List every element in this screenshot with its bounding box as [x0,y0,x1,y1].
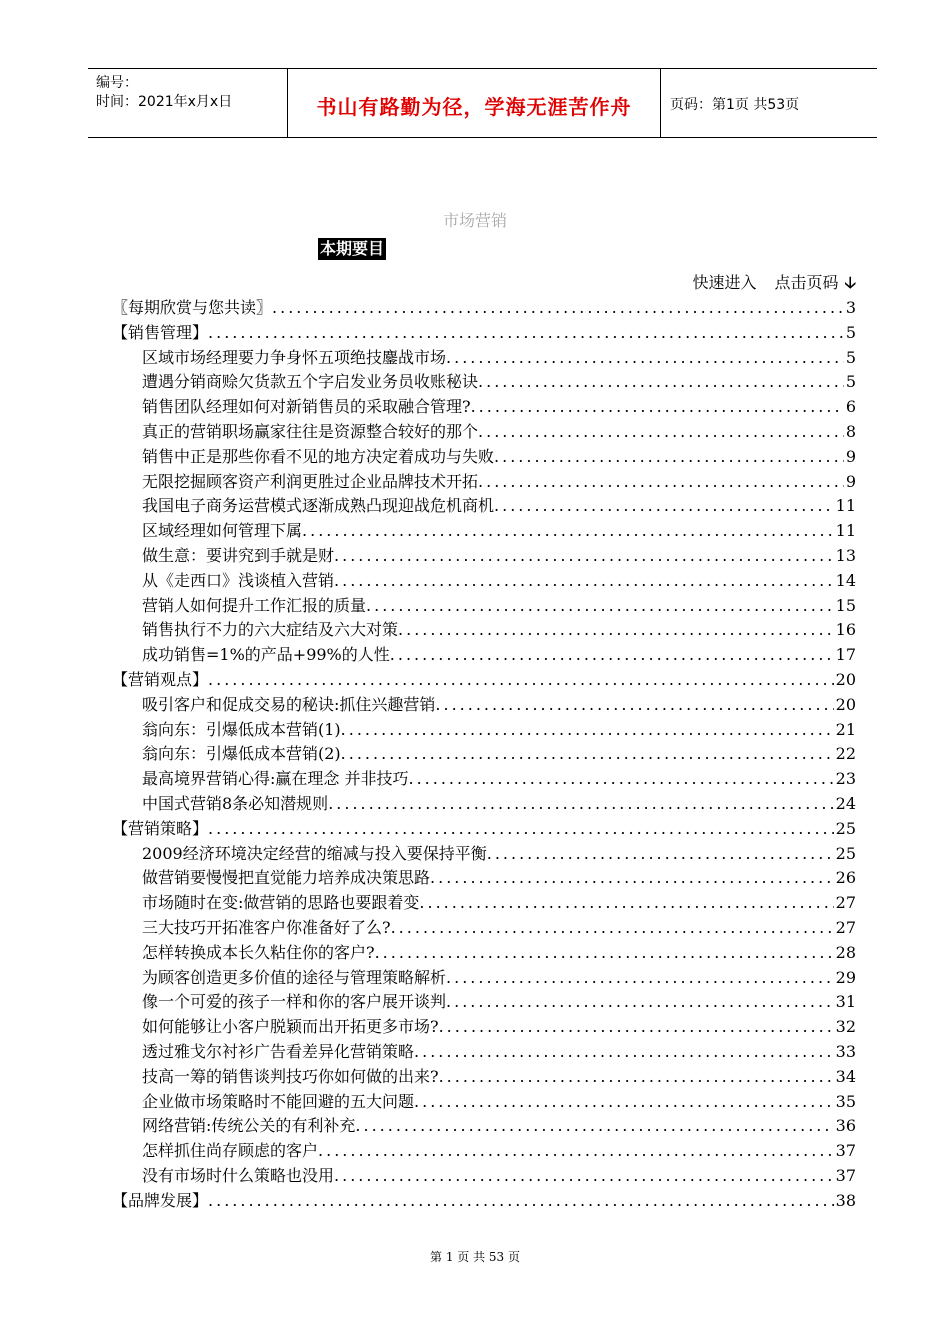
toc-entry-title: 像一个可爱的孩子一样和你的客户展开谈判 [142,992,447,1012]
dot-leader [439,1065,834,1090]
toc-section[interactable] [112,668,856,693]
toc-page-link[interactable]: 6 [845,397,856,417]
header-meta-cell [88,69,288,137]
toc-entry[interactable] [112,1139,856,1164]
dot-leader [390,643,834,668]
toc-entry[interactable] [112,519,856,544]
toc-entry[interactable] [112,544,856,569]
toc-page-link[interactable]: 9 [845,471,856,491]
toc-entry-title: 透过雅戈尔衬衫广告看差异化营销策略 [142,1041,415,1061]
toc-entry-title: 翁向东：引爆低成本营销(1) [142,719,341,739]
toc-entry-title: 做生意：要讲究到手就是财 [142,545,335,565]
dot-leader [328,792,833,817]
toc-section[interactable] [112,321,856,346]
arrow-down-icon: 🡣 [844,273,856,292]
dot-leader [334,1164,834,1189]
toc-page-link[interactable]: 5 [845,322,856,342]
toc-entry[interactable] [112,842,856,867]
table-of-contents [112,296,856,1213]
toc-entry-title: 区域市场经理要力争身怀五项绝技鏖战市场 [142,347,447,367]
toc-entry-title: 〖每期欣赏与您共读〗 [112,298,273,317]
toc-entry-title: 最高境界营销心得:赢在理念 并非技巧 [142,769,409,789]
toc-entry[interactable] [112,470,856,495]
dot-leader [478,470,844,495]
toc-entry[interactable] [112,966,856,991]
dot-leader [446,966,834,991]
dot-leader [471,395,844,420]
dot-leader [334,544,834,569]
dot-leader [408,767,833,792]
toc-entry[interactable] [112,866,856,891]
toc-entry-title: 没有市场时什么策略也没用 [142,1165,335,1185]
dot-leader [478,420,844,445]
toc-page-link[interactable]: 22 [835,744,856,764]
toc-page-link[interactable]: 11 [835,521,856,541]
toc-page-link[interactable]: 20 [835,694,856,714]
toc-entry[interactable] [112,594,856,619]
toc-entry-title: 网络营销:传统公关的有利补充 [142,1116,356,1136]
toc-page-link[interactable]: 8 [845,421,856,441]
quick-nav [674,270,856,299]
toc-entry[interactable] [112,420,856,445]
toc-entry-title: 销售团队经理如何对新销售员的采取融合管理? [142,397,471,417]
toc-entry-title: 营销人如何提升工作汇报的质量 [142,595,367,615]
toc-entry[interactable] [112,1090,856,1115]
header-motto-cell [288,69,661,137]
toc-page-link[interactable]: 32 [835,1017,856,1037]
toc-section[interactable] [112,296,856,321]
toc-page-link[interactable]: 38 [835,1190,856,1210]
toc-entry[interactable] [112,792,856,817]
toc-page-link[interactable]: 27 [835,917,856,937]
toc-page-link[interactable]: 28 [835,942,856,962]
page-footer: 第 1 页 共 53 页 [430,1250,520,1264]
dot-leader [208,817,834,842]
toc-entry-title: 真正的营销职场赢家往往是资源整合较好的那个 [142,421,479,441]
toc-page-link[interactable]: 27 [835,893,856,913]
dot-leader [494,445,844,470]
toc-entry-title: 我国电子商务运营模式逐渐成熟凸现迎战危机商机 [142,496,495,516]
quick-enter-label: 快速进入 [692,273,757,292]
dot-leader [318,1139,834,1164]
dot-leader [355,1114,833,1139]
number-label: 编号： [96,75,138,91]
toc-entry[interactable] [112,742,856,767]
toc-entry[interactable] [112,941,856,966]
dot-leader [414,1040,834,1065]
toc-page-link[interactable]: 23 [835,769,856,789]
dot-leader [334,569,834,594]
toc-entry[interactable] [112,395,856,420]
toc-entry-title: 销售中正是那些你看不见的地方决定着成功与失败 [142,446,495,466]
toc-entry-title: 吸引客户和促成交易的秘诀:抓住兴趣营销 [142,694,436,714]
dot-leader [494,494,834,519]
toc-page-link[interactable]: 37 [835,1165,856,1185]
toc-entry-title: 遭遇分销商赊欠货款五个字启发业务员收账秘诀 [142,372,479,392]
toc-page-link[interactable]: 20 [835,669,856,689]
toc-entry-title: 三大技巧开拓准客户你准备好了么? [142,917,391,937]
toc-page-link[interactable]: 13 [835,545,856,565]
toc-entry[interactable] [112,1040,856,1065]
toc-page-link[interactable]: 16 [835,620,856,640]
toc-entry[interactable] [112,445,856,470]
toc-page-link[interactable]: 33 [835,1041,856,1061]
toc-entry-title: 中国式营销8条必知潜规则 [142,793,329,813]
toc-page-link[interactable]: 3 [845,298,856,317]
toc-entry-title: 企业做市场策略时不能回避的五大问题 [142,1091,415,1111]
toc-page-link[interactable]: 11 [835,496,856,516]
toc-entry[interactable] [112,767,856,792]
dot-leader [366,594,834,619]
toc-page-link[interactable]: 15 [835,595,856,615]
toc-entry-title: 无限挖掘顾客资产利润更胜过企业品牌技术开拓 [142,471,479,491]
toc-entry[interactable] [112,718,856,743]
dot-leader [272,296,844,321]
toc-entry[interactable] [112,643,856,668]
dot-leader [446,990,834,1015]
header-page-cell [661,69,877,137]
dot-leader [430,866,834,891]
toc-entry[interactable] [112,1015,856,1040]
dot-leader [435,693,833,718]
motto: 书山有路勤为径，学海无涯苦作舟 [316,95,632,119]
dot-leader [208,1189,834,1214]
toc-section[interactable] [112,817,856,842]
toc-entry[interactable] [112,494,856,519]
toc-page-link[interactable]: 35 [835,1091,856,1111]
toc-page-link[interactable]: 9 [845,446,856,466]
toc-entry-title: 【营销策略】 [112,818,209,838]
dot-leader [341,742,834,767]
toc-page-link[interactable]: 36 [835,1116,856,1136]
toc-page-link[interactable]: 14 [835,570,856,590]
toc-entry-title: 从《走西口》浅谈植入营销 [142,570,335,590]
toc-page-link[interactable]: 25 [835,818,856,838]
toc-entry-title: 2009经济环境决定经营的缩减与投入要保持平衡 [142,843,487,863]
toc-entry[interactable] [112,916,856,941]
toc-entry[interactable] [112,346,856,371]
click-page-label: 点击页码 [774,273,839,292]
toc-page-link[interactable]: 26 [835,868,856,888]
toc-entry[interactable] [112,618,856,643]
toc-entry-title: 【品牌发展】 [112,1190,209,1210]
page-header [88,68,877,138]
toc-page-link[interactable]: 5 [845,372,856,392]
toc-entry-title: 做营销要慢慢把直觉能力培养成决策思路 [142,868,431,888]
dot-leader [208,668,834,693]
time-label: 时间：2021年x月x日 [96,94,233,110]
toc-entry-title: 成功销售=1%的产品+99%的人性 [142,645,390,665]
toc-entry-title: 区域经理如何管理下属 [142,521,303,541]
dot-leader [398,618,834,643]
document-title: 市场营销 [442,211,507,230]
toc-entry-title: 技高一筹的销售谈判技巧你如何做的出来? [142,1066,439,1086]
dot-leader [487,842,834,867]
toc-entry[interactable] [112,370,856,395]
header-page-info: 页码：第1页 共53页 [670,97,800,113]
toc-page-link[interactable]: 31 [835,992,856,1012]
toc-entry-title: 怎样转换成本长久粘住你的客户? [142,942,375,962]
toc-entry[interactable] [112,569,856,594]
toc-entry[interactable] [112,1065,856,1090]
toc-page-link[interactable]: 25 [835,843,856,863]
dot-leader [375,941,834,966]
toc-page-link[interactable]: 37 [835,1141,856,1161]
toc-page-link[interactable]: 5 [845,347,856,367]
dot-leader [419,891,833,916]
toc-entry-title: 销售执行不力的六大症结及六大对策 [142,620,399,640]
toc-page-link[interactable]: 17 [835,645,856,665]
toc-entry-title: 翁向东：引爆低成本营销(2) [142,744,341,764]
dot-leader [478,370,844,395]
toc-entry[interactable] [112,891,856,916]
toc-entry[interactable] [112,1114,856,1139]
dot-leader [341,718,834,743]
toc-section[interactable] [112,1189,856,1214]
toc-entry-title: 如何能够让小客户脱颖而出开拓更多市场? [142,1017,439,1037]
toc-entry[interactable] [112,1164,856,1189]
toc-entry[interactable] [112,990,856,1015]
toc-entry-title: 怎样抓住尚存顾虑的客户 [142,1141,319,1161]
toc-page-link[interactable]: 21 [835,719,856,739]
toc-page-link[interactable]: 29 [835,967,856,987]
toc-entry-title: 为顾客创造更多价值的途径与管理策略解析 [142,967,447,987]
issue-heading: 本期要目 [320,239,385,258]
toc-page-link[interactable]: 34 [835,1066,856,1086]
toc-entry-title: 【销售管理】 [112,322,209,342]
dot-leader [208,321,844,346]
toc-entry-title: 市场随时在变:做营销的思路也要跟着变 [142,893,420,913]
dot-leader [391,916,834,941]
dot-leader [446,346,844,371]
dot-leader [414,1090,834,1115]
toc-entry-title: 【营销观点】 [112,669,209,689]
toc-page-link[interactable]: 24 [835,793,856,813]
dot-leader [439,1015,834,1040]
dot-leader [302,519,834,544]
toc-entry[interactable] [112,693,856,718]
